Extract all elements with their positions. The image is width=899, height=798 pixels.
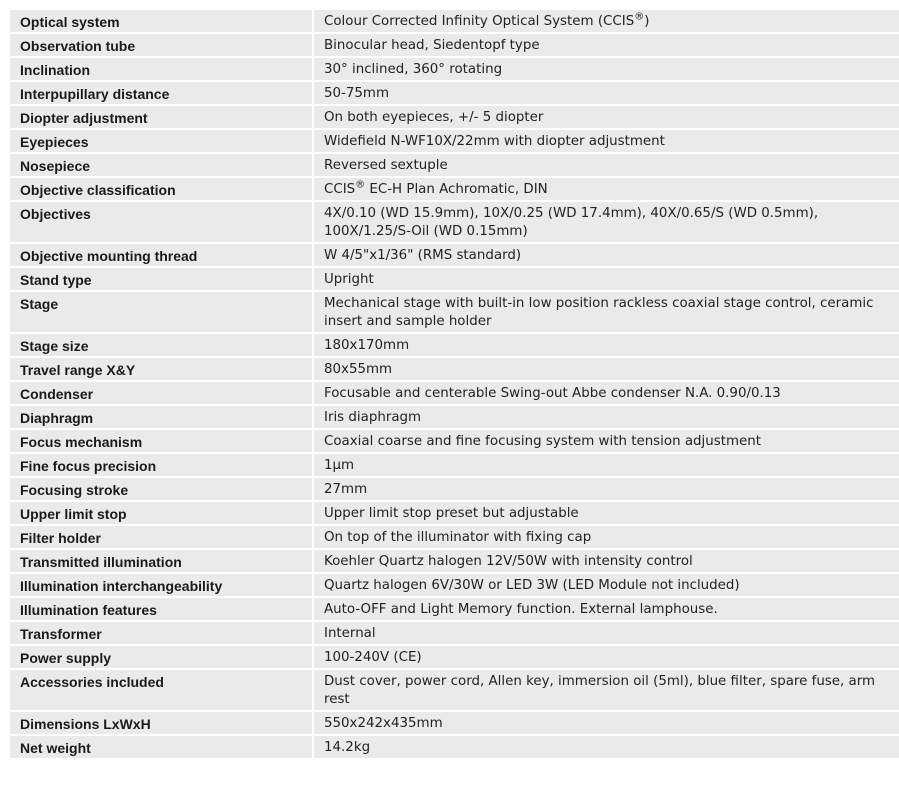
spec-value: 27mm xyxy=(314,478,899,500)
spec-label: Net weight xyxy=(10,736,314,758)
spec-row xyxy=(10,430,899,452)
spec-row xyxy=(10,106,899,128)
spec-value: On both eyepieces, +/- 5 diopter xyxy=(314,106,899,128)
spec-value: Dust cover, power cord, Allen key, immersion oil (5ml), blue filter, spare fuse, arm rest xyxy=(314,670,899,710)
spec-value: Iris diaphragm xyxy=(314,406,899,428)
spec-label: Travel range X&Y xyxy=(10,358,314,380)
spec-label: Transmitted illumination xyxy=(10,550,314,572)
spec-label: Power supply xyxy=(10,646,314,668)
spec-row xyxy=(10,154,899,176)
spec-value: W 4/5"x1/36" (RMS standard) xyxy=(314,244,899,266)
spec-label: Focus mechanism xyxy=(10,430,314,452)
spec-label: Filter holder xyxy=(10,526,314,548)
specifications-body xyxy=(10,10,899,758)
spec-label: Upper limit stop xyxy=(10,502,314,524)
spec-label: Interpupillary distance xyxy=(10,82,314,104)
spec-value: 180x170mm xyxy=(314,334,899,356)
spec-value: 80x55mm xyxy=(314,358,899,380)
spec-label: Accessories included xyxy=(10,670,314,710)
spec-row xyxy=(10,292,899,332)
spec-row xyxy=(10,10,899,32)
spec-value: Focusable and centerable Swing-out Abbe condenser N.A. 0.90/0.13 xyxy=(314,382,899,404)
spec-label: Diopter adjustment xyxy=(10,106,314,128)
spec-row xyxy=(10,646,899,668)
spec-label: Condenser xyxy=(10,382,314,404)
spec-row xyxy=(10,268,899,290)
spec-label: Objectives xyxy=(10,202,314,242)
spec-label: Focusing stroke xyxy=(10,478,314,500)
spec-label: Eyepieces xyxy=(10,130,314,152)
spec-row xyxy=(10,178,899,200)
spec-label: Dimensions LxWxH xyxy=(10,712,314,734)
spec-row xyxy=(10,736,899,758)
spec-label: Observation tube xyxy=(10,34,314,56)
spec-label: Stand type xyxy=(10,268,314,290)
spec-row xyxy=(10,502,899,524)
spec-value: 50-75mm xyxy=(314,82,899,104)
spec-label: Diaphragm xyxy=(10,406,314,428)
spec-value: Mechanical stage with built-in low position rackless coaxial stage control, ceramic insert and sample holder xyxy=(314,292,899,332)
spec-value: On top of the illuminator with fixing cap xyxy=(314,526,899,548)
spec-label: Optical system xyxy=(10,10,314,32)
spec-row xyxy=(10,622,899,644)
spec-value: Colour Corrected Infinity Optical System (CCIS®) xyxy=(314,10,899,32)
spec-row xyxy=(10,34,899,56)
spec-value: Coaxial coarse and fine focusing system with tension adjustment xyxy=(314,430,899,452)
spec-row xyxy=(10,244,899,266)
spec-row xyxy=(10,550,899,572)
spec-row xyxy=(10,454,899,476)
spec-value: Internal xyxy=(314,622,899,644)
spec-row xyxy=(10,598,899,620)
spec-value: Koehler Quartz halogen 12V/50W with intensity control xyxy=(314,550,899,572)
spec-row xyxy=(10,82,899,104)
spec-value: Auto-OFF and Light Memory function. External lamphouse. xyxy=(314,598,899,620)
spec-value: CCIS® EC-H Plan Achromatic, DIN xyxy=(314,178,899,200)
spec-value: Widefield N-WF10X/22mm with diopter adjustment xyxy=(314,130,899,152)
spec-value: Quartz halogen 6V/30W or LED 3W (LED Module not included) xyxy=(314,574,899,596)
spec-label: Objective mounting thread xyxy=(10,244,314,266)
spec-row xyxy=(10,712,899,734)
spec-row xyxy=(10,526,899,548)
spec-value: 30° inclined, 360° rotating xyxy=(314,58,899,80)
spec-row xyxy=(10,478,899,500)
spec-row xyxy=(10,58,899,80)
spec-label: Nosepiece xyxy=(10,154,314,176)
spec-value: 100-240V (CE) xyxy=(314,646,899,668)
spec-label: Inclination xyxy=(10,58,314,80)
spec-row xyxy=(10,406,899,428)
spec-label: Stage xyxy=(10,292,314,332)
spec-value: Upper limit stop preset but adjustable xyxy=(314,502,899,524)
spec-label: Stage size xyxy=(10,334,314,356)
spec-row xyxy=(10,670,899,710)
spec-label: Transformer xyxy=(10,622,314,644)
spec-label: Illumination interchangeability xyxy=(10,574,314,596)
spec-value: Reversed sextuple xyxy=(314,154,899,176)
spec-row xyxy=(10,382,899,404)
spec-value: Binocular head, Siedentopf type xyxy=(314,34,899,56)
spec-value: 550x242x435mm xyxy=(314,712,899,734)
spec-value: 4X/0.10 (WD 15.9mm), 10X/0.25 (WD 17.4mm), 40X/0.65/S (WD 0.5mm), 100X/1.25/S-Oil (WD 0.15mm) xyxy=(314,202,899,242)
spec-row xyxy=(10,334,899,356)
spec-value: 14.2kg xyxy=(314,736,899,758)
specifications-table xyxy=(10,8,899,760)
spec-value: 1μm xyxy=(314,454,899,476)
spec-row xyxy=(10,130,899,152)
spec-row xyxy=(10,574,899,596)
spec-row xyxy=(10,358,899,380)
spec-value: Upright xyxy=(314,268,899,290)
spec-row xyxy=(10,202,899,242)
spec-label: Fine focus precision xyxy=(10,454,314,476)
spec-label: Objective classification xyxy=(10,178,314,200)
spec-label: Illumination features xyxy=(10,598,314,620)
